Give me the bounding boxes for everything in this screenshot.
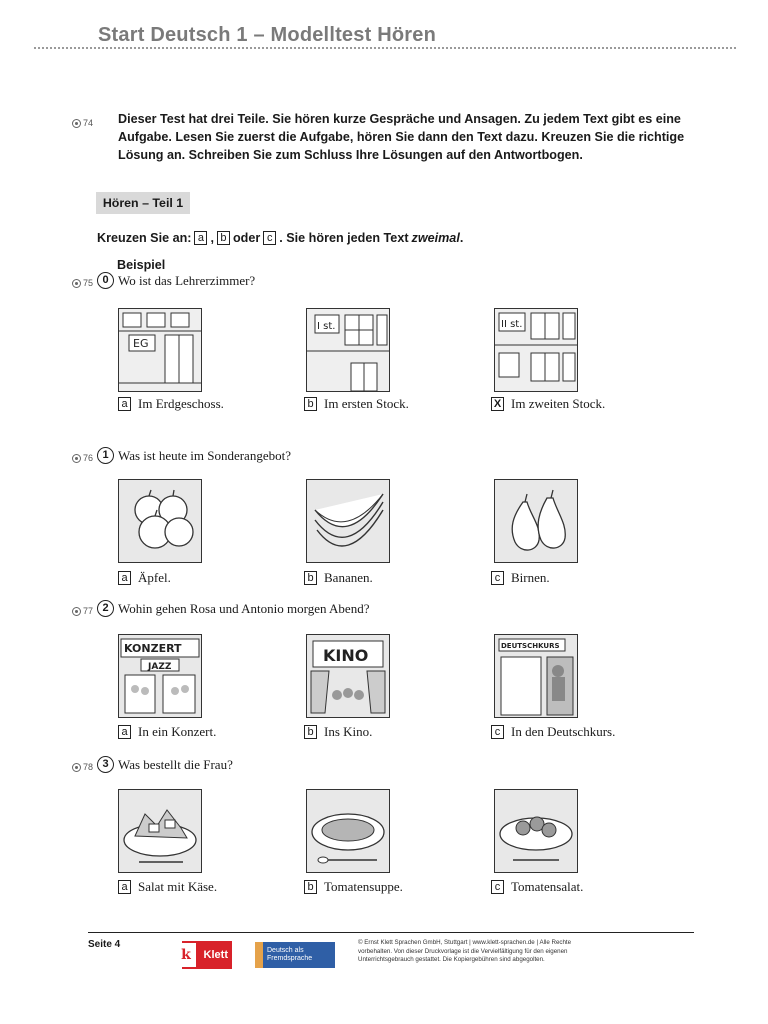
page-number: Seite 4	[88, 939, 121, 950]
option-1c[interactable]	[491, 570, 550, 586]
audio-track-78	[72, 762, 93, 772]
cd-icon	[72, 454, 81, 463]
option-3b[interactable]	[304, 879, 403, 895]
audio-track-77	[72, 606, 93, 616]
intro-text: Dieser Test hat drei Teile. Sie hören kurze Gespräche und Ansagen. Zu jedem Text gibt es eine Aufgabe. Lesen Sie zuerst die Aufgabe, hören Sie dann den Text dazu. Kreuzen Sie die richtige Lösung an. Schreiben Sie zum Schluss Ihre Lösungen auf den Antwortbogen.	[118, 112, 685, 162]
question-text: Wohin gehen Rosa und Antonio morgen Abend?	[118, 601, 370, 616]
option-label: Äpfel.	[138, 570, 171, 585]
daf-logo	[255, 942, 335, 968]
track-number: 74	[83, 118, 94, 128]
cd-icon	[72, 119, 81, 128]
track-number: 75	[83, 278, 94, 288]
picture-apples	[118, 479, 202, 563]
page-title: Start Deutsch 1 – Modelltest Hören	[98, 24, 436, 46]
option-label: Salat mit Käse.	[138, 879, 218, 894]
box-c-sample: c	[263, 231, 276, 245]
footer-divider	[88, 932, 694, 933]
checkbox-checked[interactable]: X	[491, 397, 504, 411]
question-number: 2	[97, 600, 114, 617]
picture-building-second-floor	[494, 308, 578, 392]
instruction-emphasis: zweimal	[411, 231, 460, 245]
instruction-prefix: Kreuzen Sie an:	[97, 231, 192, 245]
option-3c[interactable]	[491, 879, 583, 895]
picture-bananas	[306, 479, 390, 563]
audio-track-75	[72, 278, 93, 288]
option-label: Im Erdgeschoss.	[138, 396, 224, 411]
picture-concert	[118, 634, 202, 718]
klett-logo	[182, 941, 232, 969]
box-a-sample: a	[194, 231, 207, 245]
question-number: 0	[97, 272, 114, 289]
instruction-end: .	[459, 231, 464, 245]
option-label: Bananen.	[324, 570, 373, 585]
track-number: 77	[83, 606, 94, 616]
picture-building-ground-floor	[118, 308, 202, 392]
checkbox-b[interactable]: b	[304, 725, 317, 739]
checkbox-a[interactable]: a	[118, 880, 131, 894]
picture-tomato-salad	[494, 789, 578, 873]
box-b-sample: b	[217, 231, 230, 245]
option-2a[interactable]	[118, 724, 216, 740]
picture-german-course	[494, 634, 578, 718]
option-0b[interactable]	[304, 396, 409, 412]
header-divider	[34, 47, 736, 49]
track-number: 76	[83, 453, 94, 463]
audio-track-74	[72, 118, 93, 128]
picture-building-first-floor	[306, 308, 390, 392]
question-text: Was bestellt die Frau?	[118, 757, 233, 772]
question-text: Was ist heute im Sonderangebot?	[118, 448, 291, 463]
cd-icon	[72, 763, 81, 772]
option-0a[interactable]	[118, 396, 224, 412]
part-label: Hören – Teil 1	[96, 192, 190, 214]
option-1a[interactable]	[118, 570, 171, 586]
cd-icon	[72, 607, 81, 616]
daf-logo-text: Deutsch als Fremdsprache	[263, 942, 335, 968]
picture-pears	[494, 479, 578, 563]
klett-logo-text: Klett	[203, 949, 228, 961]
klett-k-icon: k	[176, 943, 196, 967]
instruction	[97, 231, 463, 245]
sign-konzert: KONZERT	[124, 642, 182, 655]
picture-salad-cheese	[118, 789, 202, 873]
audio-track-76	[72, 453, 93, 463]
question-number: 1	[97, 447, 114, 464]
checkbox-c[interactable]: c	[491, 571, 504, 585]
question-text: Wo ist das Lehrerzimmer?	[118, 273, 256, 288]
option-label: Im zweiten Stock.	[511, 396, 606, 411]
option-label: In ein Konzert.	[138, 724, 217, 739]
checkbox-b[interactable]: b	[304, 880, 317, 894]
sign-deutschkurs: DEUTSCHKURS	[501, 642, 560, 650]
option-label: Tomatensalat.	[511, 879, 584, 894]
sign-jazz: JAZZ	[148, 662, 172, 672]
instruction-suffix: . Sie hören jeden Text	[279, 231, 409, 245]
option-label: Ins Kino.	[324, 724, 373, 739]
instruction-comma: ,	[210, 231, 214, 245]
instruction-oder: oder	[232, 231, 261, 245]
picture-cinema	[306, 634, 390, 718]
checkbox-c[interactable]: c	[491, 725, 504, 739]
checkbox-a[interactable]: a	[118, 571, 131, 585]
option-1b[interactable]	[304, 570, 373, 586]
checkbox-a[interactable]: a	[118, 397, 131, 411]
sign-eg: EG	[133, 337, 149, 350]
picture-tomato-soup	[306, 789, 390, 873]
track-number: 78	[83, 762, 94, 772]
checkbox-a[interactable]: a	[118, 725, 131, 739]
cd-icon	[72, 279, 81, 288]
option-0c-checked[interactable]	[491, 396, 605, 412]
option-2b[interactable]	[304, 724, 372, 740]
checkbox-b[interactable]: b	[304, 571, 317, 585]
sign-first: I st.	[317, 321, 336, 332]
option-2c[interactable]	[491, 724, 615, 740]
example-label: Beispiel	[117, 258, 166, 272]
option-label: Tomatensuppe.	[324, 879, 403, 894]
copyright-text: © Ernst Klett Sprachen GmbH, Stuttgart | www.klett-sprachen.de | Alle Rechte vorbehalten. Von dieser Druckvorlage ist die Vervielfältigung für den eigenen Unterrichtsgebrauch gestattet. Die Kopiergebühren sind abgegolten.	[358, 939, 572, 963]
question-number: 3	[97, 756, 114, 773]
option-label: In den Deutschkurs.	[511, 724, 616, 739]
checkbox-b[interactable]: b	[304, 397, 317, 411]
option-3a[interactable]	[118, 879, 217, 895]
sign-second: II st.	[501, 319, 523, 330]
option-label: Im ersten Stock.	[324, 396, 409, 411]
sign-kino: KINO	[323, 646, 369, 665]
option-label: Birnen.	[511, 570, 550, 585]
checkbox-c[interactable]: c	[491, 880, 504, 894]
